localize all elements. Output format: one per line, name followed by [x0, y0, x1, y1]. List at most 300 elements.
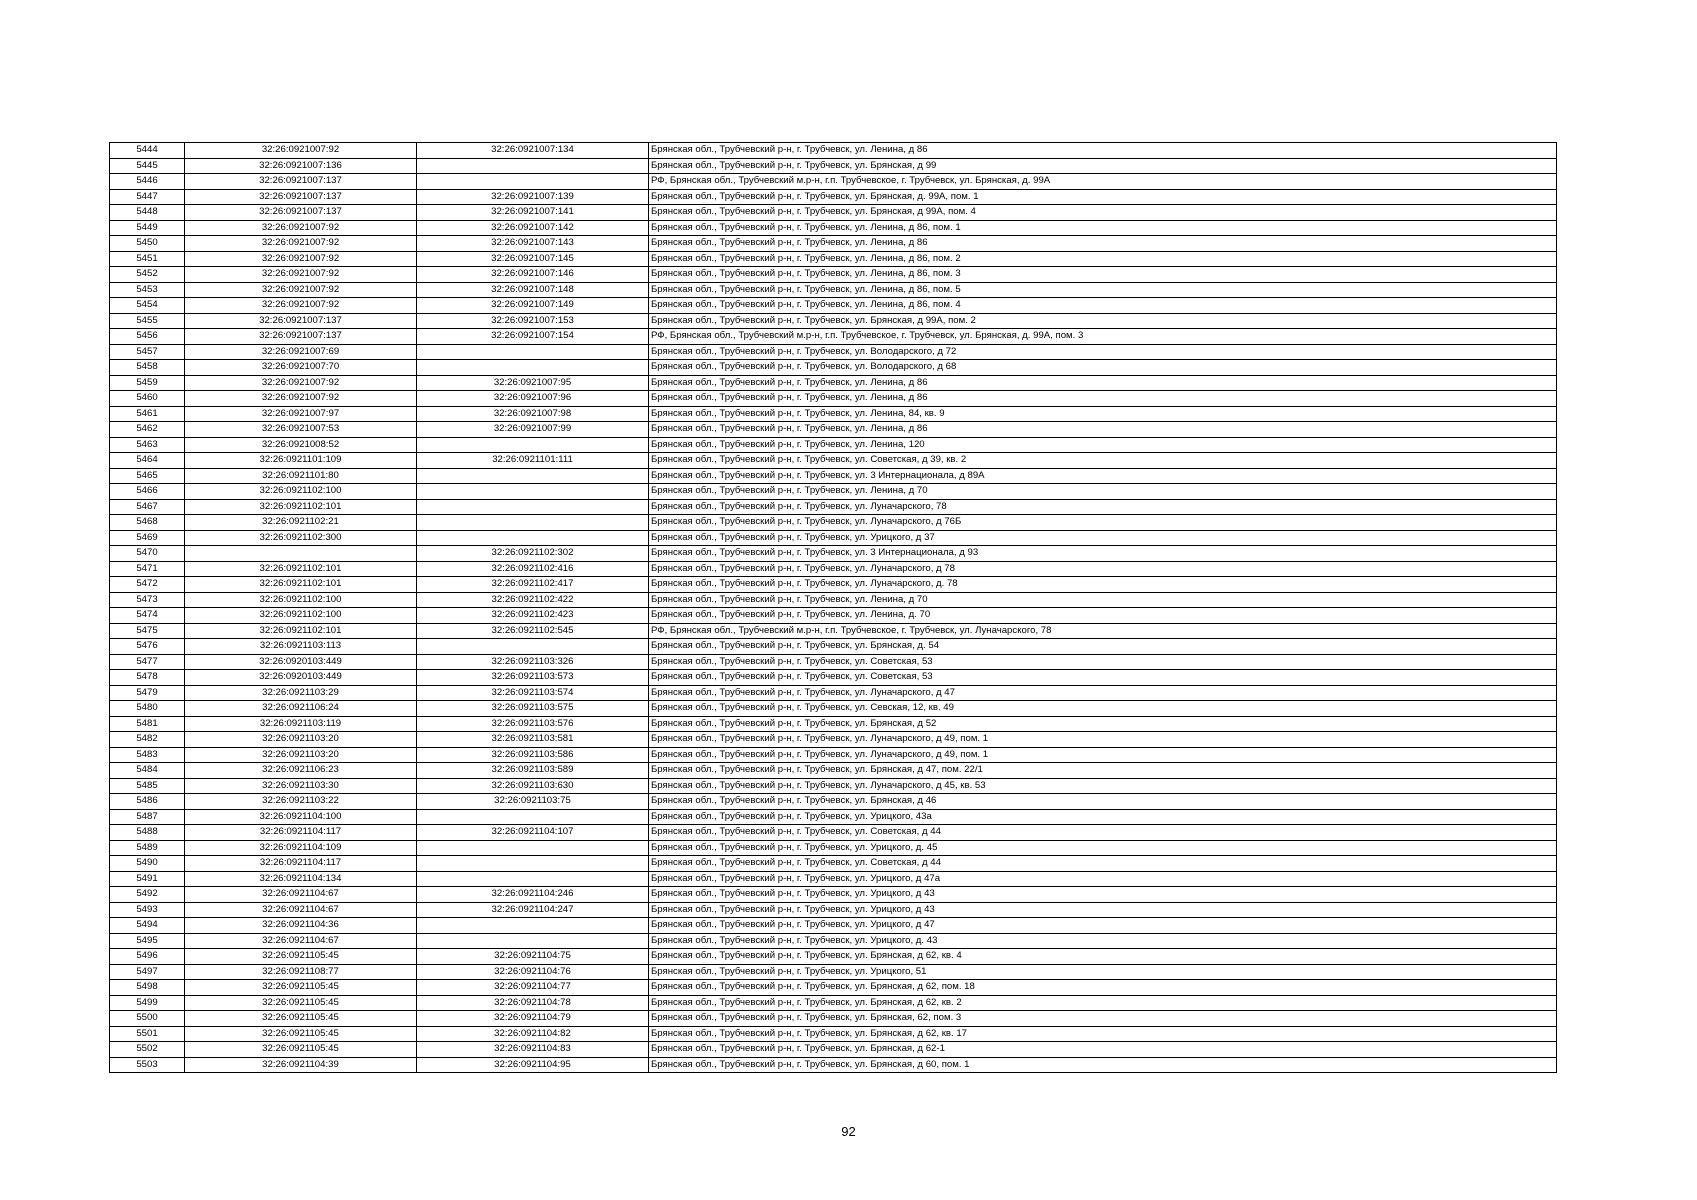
address-cell: Брянская обл., Трубчевский р-н, г. Трубчевск, ул. Ленина, д 86, пом. 5 — [649, 282, 1557, 298]
address-cell: Брянская обл., Трубчевский р-н, г. Трубчевск, ул. Ленина, д. 70 — [649, 608, 1557, 624]
address-cell: Брянская обл., Трубчевский р-н, г. Трубчевск, ул. Урицкого, д 37 — [649, 530, 1557, 546]
table-row — [110, 484, 1557, 500]
related-cadastral-number-cell — [417, 809, 649, 825]
related-cadastral-number-cell: 32:26:0921102:416 — [417, 561, 649, 577]
related-cadastral-number-cell: 32:26:0921007:148 — [417, 282, 649, 298]
cadastral-number-cell: 32:26:0921103:119 — [185, 716, 417, 732]
address-cell: Брянская обл., Трубчевский р-н, г. Трубчевск, ул. Володарского, д 68 — [649, 360, 1557, 376]
address-cell: Брянская обл., Трубчевский р-н, г. Трубчевск, ул. Урицкого, д. 45 — [649, 840, 1557, 856]
table-row — [110, 205, 1557, 221]
cadastral-number-cell: 32:26:0921102:101 — [185, 561, 417, 577]
table-row — [110, 329, 1557, 345]
row-number-cell: 5472 — [110, 577, 185, 593]
cadastral-number-cell: 32:26:0921102:300 — [185, 530, 417, 546]
table-row — [110, 499, 1557, 515]
cadastral-number-cell: 32:26:0921007:92 — [185, 375, 417, 391]
cadastral-number-cell: 32:26:0921106:23 — [185, 763, 417, 779]
cadastral-number-cell: 32:26:0921103:30 — [185, 778, 417, 794]
cadastral-number-cell: 32:26:0921102:100 — [185, 484, 417, 500]
table-row — [110, 251, 1557, 267]
row-number-cell: 5445 — [110, 158, 185, 174]
row-number-cell: 5498 — [110, 980, 185, 996]
row-number-cell: 5487 — [110, 809, 185, 825]
table-row — [110, 980, 1557, 996]
address-cell: Брянская обл., Трубчевский р-н, г. Трубчевск, ул. Ленина, д 86 — [649, 236, 1557, 252]
row-number-cell: 5500 — [110, 1011, 185, 1027]
cadastral-number-cell: 32:26:0921101:109 — [185, 453, 417, 469]
row-number-cell: 5490 — [110, 856, 185, 872]
row-number-cell: 5497 — [110, 964, 185, 980]
row-number-cell: 5485 — [110, 778, 185, 794]
table-row — [110, 949, 1557, 965]
row-number-cell: 5444 — [110, 143, 185, 159]
table-row — [110, 515, 1557, 531]
table-row — [110, 840, 1557, 856]
address-cell: Брянская обл., Трубчевский р-н, г. Трубчевск, ул. Советская, 53 — [649, 654, 1557, 670]
address-cell: РФ, Брянская обл., Трубчевский м.р-н, г.п. Трубчевское, г. Трубчевск, ул. Брянская, д. 99А — [649, 174, 1557, 190]
table-row — [110, 732, 1557, 748]
table-row — [110, 902, 1557, 918]
row-number-cell: 5475 — [110, 623, 185, 639]
related-cadastral-number-cell — [417, 871, 649, 887]
address-cell: Брянская обл., Трубчевский р-н, г. Трубчевск, ул. Брянская, д 60, пом. 1 — [649, 1057, 1557, 1073]
address-cell: Брянская обл., Трубчевский р-н, г. Трубчевск, ул. Ленина, д 86 — [649, 375, 1557, 391]
related-cadastral-number-cell: 32:26:0921102:422 — [417, 592, 649, 608]
related-cadastral-number-cell: 32:26:0921103:573 — [417, 670, 649, 686]
address-cell: Брянская обл., Трубчевский р-н, г. Трубчевск, ул. Ленина, д 86, пом. 3 — [649, 267, 1557, 283]
address-cell: Брянская обл., Трубчевский р-н, г. Трубчевск, ул. Брянская, д 99А, пом. 4 — [649, 205, 1557, 221]
cadastral-number-cell: 32:26:0921104:67 — [185, 902, 417, 918]
table-row — [110, 639, 1557, 655]
cadastral-number-cell: 32:26:0921103:20 — [185, 747, 417, 763]
address-cell: Брянская обл., Трубчевский р-н, г. Трубчевск, ул. Брянская, д. 54 — [649, 639, 1557, 655]
cadastral-number-cell: 32:26:0921104:100 — [185, 809, 417, 825]
related-cadastral-number-cell — [417, 484, 649, 500]
related-cadastral-number-cell: 32:26:0921007:98 — [417, 406, 649, 422]
table-row — [110, 608, 1557, 624]
row-number-cell: 5473 — [110, 592, 185, 608]
cadastral-number-cell: 32:26:0921105:45 — [185, 1011, 417, 1027]
address-cell: Брянская обл., Трубчевский р-н, г. Трубчевск, ул. Севская, 12, кв. 49 — [649, 701, 1557, 717]
related-cadastral-number-cell — [417, 174, 649, 190]
cadastral-number-cell: 32:26:0921007:92 — [185, 236, 417, 252]
address-cell: Брянская обл., Трубчевский р-н, г. Трубчевск, ул. Брянская, д 62-1 — [649, 1042, 1557, 1058]
row-number-cell: 5480 — [110, 701, 185, 717]
row-number-cell: 5481 — [110, 716, 185, 732]
row-number-cell: 5501 — [110, 1026, 185, 1042]
cadastral-number-cell: 32:26:0921103:20 — [185, 732, 417, 748]
row-number-cell: 5449 — [110, 220, 185, 236]
row-number-cell: 5486 — [110, 794, 185, 810]
related-cadastral-number-cell: 32:26:0921103:326 — [417, 654, 649, 670]
row-number-cell: 5457 — [110, 344, 185, 360]
row-number-cell: 5484 — [110, 763, 185, 779]
row-number-cell: 5492 — [110, 887, 185, 903]
related-cadastral-number-cell: 32:26:0921007:145 — [417, 251, 649, 267]
address-cell: Брянская обл., Трубчевский р-н, г. Трубчевск, ул. Ленина, д 86, пом. 1 — [649, 220, 1557, 236]
table-row — [110, 1042, 1557, 1058]
address-cell: Брянская обл., Трубчевский р-н, г. Трубчевск, ул. Ленина, 84, кв. 9 — [649, 406, 1557, 422]
address-cell: Брянская обл., Трубчевский р-н, г. Трубчевск, ул. Урицкого, д 47а — [649, 871, 1557, 887]
cadastral-number-cell: 32:26:0921104:117 — [185, 825, 417, 841]
cadastral-number-cell: 32:26:0921103:29 — [185, 685, 417, 701]
row-number-cell: 5458 — [110, 360, 185, 376]
registry-table-body — [110, 143, 1557, 1073]
cadastral-number-cell: 32:26:0920103:449 — [185, 654, 417, 670]
related-cadastral-number-cell: 32:26:0921102:545 — [417, 623, 649, 639]
table-row — [110, 716, 1557, 732]
related-cadastral-number-cell: 32:26:0921007:99 — [417, 422, 649, 438]
related-cadastral-number-cell: 32:26:0921104:79 — [417, 1011, 649, 1027]
address-cell: Брянская обл., Трубчевский р-н, г. Трубчевск, ул. Луначарского, 78 — [649, 499, 1557, 515]
address-cell: Брянская обл., Трубчевский р-н, г. Трубчевск, ул. Советская, д 44 — [649, 856, 1557, 872]
cadastral-number-cell: 32:26:0921007:137 — [185, 313, 417, 329]
address-cell: Брянская обл., Трубчевский р-н, г. Трубчевск, ул. Луначарского, д 78 — [649, 561, 1557, 577]
cadastral-number-cell: 32:26:0921007:137 — [185, 205, 417, 221]
related-cadastral-number-cell — [417, 933, 649, 949]
cadastral-number-cell: 32:26:0921103:22 — [185, 794, 417, 810]
row-number-cell: 5459 — [110, 375, 185, 391]
address-cell: Брянская обл., Трубчевский р-н, г. Трубчевск, ул. Урицкого, 51 — [649, 964, 1557, 980]
table-row — [110, 871, 1557, 887]
related-cadastral-number-cell: 32:26:0921007:153 — [417, 313, 649, 329]
table-row — [110, 375, 1557, 391]
table-row — [110, 174, 1557, 190]
cadastral-number-cell: 32:26:0921007:92 — [185, 282, 417, 298]
table-row — [110, 1057, 1557, 1073]
cadastral-number-cell — [185, 546, 417, 562]
row-number-cell: 5462 — [110, 422, 185, 438]
related-cadastral-number-cell: 32:26:0921103:576 — [417, 716, 649, 732]
row-number-cell: 5503 — [110, 1057, 185, 1073]
related-cadastral-number-cell: 32:26:0921104:95 — [417, 1057, 649, 1073]
table-row — [110, 778, 1557, 794]
row-number-cell: 5446 — [110, 174, 185, 190]
cadastral-number-cell: 32:26:0921102:101 — [185, 577, 417, 593]
row-number-cell: 5470 — [110, 546, 185, 562]
address-cell: Брянская обл., Трубчевский р-н, г. Трубчевск, ул. Луначарского, д 47 — [649, 685, 1557, 701]
address-cell: Брянская обл., Трубчевский р-н, г. Трубчевск, ул. Брянская, д. 99А, пом. 1 — [649, 189, 1557, 205]
related-cadastral-number-cell: 32:26:0921104:107 — [417, 825, 649, 841]
address-cell: Брянская обл., Трубчевский р-н, г. Трубчевск, ул. Брянская, д 62, кв. 2 — [649, 995, 1557, 1011]
table-row — [110, 701, 1557, 717]
row-number-cell: 5467 — [110, 499, 185, 515]
related-cadastral-number-cell — [417, 856, 649, 872]
row-number-cell: 5460 — [110, 391, 185, 407]
cadastral-number-cell: 32:26:0921104:67 — [185, 933, 417, 949]
related-cadastral-number-cell: 32:26:0921103:586 — [417, 747, 649, 763]
row-number-cell: 5489 — [110, 840, 185, 856]
row-number-cell: 5496 — [110, 949, 185, 965]
table-row — [110, 406, 1557, 422]
table-row — [110, 561, 1557, 577]
registry-table — [109, 142, 1557, 1073]
row-number-cell: 5451 — [110, 251, 185, 267]
cadastral-number-cell: 32:26:0921007:92 — [185, 391, 417, 407]
cadastral-number-cell: 32:26:0921007:92 — [185, 298, 417, 314]
address-cell: Брянская обл., Трубчевский р-н, г. Трубчевск, ул. Советская, д 44 — [649, 825, 1557, 841]
row-number-cell: 5474 — [110, 608, 185, 624]
address-cell: РФ, Брянская обл., Трубчевский м.р-н, г.п. Трубчевское, г. Трубчевск, ул. Луначарского, 78 — [649, 623, 1557, 639]
cadastral-number-cell: 32:26:0921007:136 — [185, 158, 417, 174]
table-row — [110, 685, 1557, 701]
cadastral-number-cell: 32:26:0921007:69 — [185, 344, 417, 360]
row-number-cell: 5464 — [110, 453, 185, 469]
related-cadastral-number-cell: 32:26:0921007:143 — [417, 236, 649, 252]
related-cadastral-number-cell — [417, 158, 649, 174]
address-cell: Брянская обл., Трубчевский р-н, г. Трубчевск, ул. Ленина, 120 — [649, 437, 1557, 453]
related-cadastral-number-cell — [417, 840, 649, 856]
address-cell: Брянская обл., Трубчевский р-н, г. Трубчевск, ул. Брянская, д 52 — [649, 716, 1557, 732]
table-row — [110, 670, 1557, 686]
cadastral-number-cell: 32:26:0921007:92 — [185, 267, 417, 283]
table-row — [110, 763, 1557, 779]
cadastral-number-cell: 32:26:0921106:24 — [185, 701, 417, 717]
address-cell: Брянская обл., Трубчевский р-н, г. Трубчевск, ул. Урицкого, д. 43 — [649, 933, 1557, 949]
cadastral-number-cell: 32:26:0921007:53 — [185, 422, 417, 438]
address-cell: Брянская обл., Трубчевский р-н, г. Трубчевск, ул. Ленина, д 86, пом. 4 — [649, 298, 1557, 314]
page-number: 92 — [841, 1124, 856, 1139]
table-row — [110, 825, 1557, 841]
row-number-cell: 5493 — [110, 902, 185, 918]
table-row — [110, 887, 1557, 903]
cadastral-number-cell: 32:26:0921104:109 — [185, 840, 417, 856]
cadastral-number-cell: 32:26:0921105:45 — [185, 1042, 417, 1058]
address-cell: Брянская обл., Трубчевский р-н, г. Трубчевск, ул. Ленина, д 86 — [649, 422, 1557, 438]
cadastral-number-cell: 32:26:0921007:92 — [185, 220, 417, 236]
address-cell: Брянская обл., Трубчевский р-н, г. Трубчевск, ул. Ленина, д 86, пом. 2 — [649, 251, 1557, 267]
address-cell: Брянская обл., Трубчевский р-н, г. Трубчевск, ул. Брянская, д 99А, пом. 2 — [649, 313, 1557, 329]
related-cadastral-number-cell: 32:26:0921104:247 — [417, 902, 649, 918]
cadastral-number-cell: 32:26:0921007:92 — [185, 143, 417, 159]
cadastral-number-cell: 32:26:0921007:137 — [185, 329, 417, 345]
row-number-cell: 5483 — [110, 747, 185, 763]
address-cell: Брянская обл., Трубчевский р-н, г. Трубчевск, ул. Володарского, д 72 — [649, 344, 1557, 360]
row-number-cell: 5469 — [110, 530, 185, 546]
table-row — [110, 933, 1557, 949]
cadastral-number-cell: 32:26:0921102:101 — [185, 623, 417, 639]
cadastral-number-cell: 32:26:0921102:21 — [185, 515, 417, 531]
related-cadastral-number-cell — [417, 918, 649, 934]
table-row — [110, 437, 1557, 453]
related-cadastral-number-cell: 32:26:0921007:139 — [417, 189, 649, 205]
table-row — [110, 267, 1557, 283]
related-cadastral-number-cell: 32:26:0921102:423 — [417, 608, 649, 624]
cadastral-number-cell: 32:26:0921007:70 — [185, 360, 417, 376]
address-cell: Брянская обл., Трубчевский р-н, г. Трубчевск, ул. Урицкого, д 43 — [649, 902, 1557, 918]
related-cadastral-number-cell: 32:26:0921104:75 — [417, 949, 649, 965]
cadastral-number-cell: 32:26:0921102:100 — [185, 592, 417, 608]
cadastral-number-cell: 32:26:0921007:137 — [185, 174, 417, 190]
cadastral-number-cell: 32:26:0921007:137 — [185, 189, 417, 205]
table-row — [110, 530, 1557, 546]
row-number-cell: 5454 — [110, 298, 185, 314]
cadastral-number-cell: 32:26:0921105:45 — [185, 1026, 417, 1042]
cadastral-number-cell: 32:26:0920103:449 — [185, 670, 417, 686]
table-row — [110, 468, 1557, 484]
cadastral-number-cell: 32:26:0921102:101 — [185, 499, 417, 515]
cadastral-number-cell: 32:26:0921108:77 — [185, 964, 417, 980]
cadastral-number-cell: 32:26:0921101:80 — [185, 468, 417, 484]
table-row — [110, 1026, 1557, 1042]
row-number-cell: 5482 — [110, 732, 185, 748]
row-number-cell: 5488 — [110, 825, 185, 841]
related-cadastral-number-cell: 32:26:0921104:82 — [417, 1026, 649, 1042]
related-cadastral-number-cell: 32:26:0921103:589 — [417, 763, 649, 779]
related-cadastral-number-cell: 32:26:0921101:111 — [417, 453, 649, 469]
address-cell: Брянская обл., Трубчевский р-н, г. Трубчевск, ул. Брянская, 62, пом. 3 — [649, 1011, 1557, 1027]
cadastral-number-cell: 32:26:0921104:39 — [185, 1057, 417, 1073]
table-row — [110, 918, 1557, 934]
row-number-cell: 5499 — [110, 995, 185, 1011]
cadastral-number-cell: 32:26:0921104:134 — [185, 871, 417, 887]
address-cell: Брянская обл., Трубчевский р-н, г. Трубчевск, ул. 3 Интернационала, д 93 — [649, 546, 1557, 562]
table-row — [110, 360, 1557, 376]
row-number-cell: 5466 — [110, 484, 185, 500]
cadastral-number-cell: 32:26:0921105:45 — [185, 980, 417, 996]
table-row — [110, 143, 1557, 159]
related-cadastral-number-cell: 32:26:0921102:417 — [417, 577, 649, 593]
table-row — [110, 995, 1557, 1011]
cadastral-number-cell: 32:26:0921104:67 — [185, 887, 417, 903]
row-number-cell: 5456 — [110, 329, 185, 345]
table-row — [110, 809, 1557, 825]
related-cadastral-number-cell: 32:26:0921007:141 — [417, 205, 649, 221]
table-row — [110, 1011, 1557, 1027]
cadastral-number-cell: 32:26:0921007:92 — [185, 251, 417, 267]
related-cadastral-number-cell: 32:26:0921103:75 — [417, 794, 649, 810]
related-cadastral-number-cell — [417, 468, 649, 484]
row-number-cell: 5491 — [110, 871, 185, 887]
row-number-cell: 5476 — [110, 639, 185, 655]
row-number-cell: 5495 — [110, 933, 185, 949]
address-cell: Брянская обл., Трубчевский р-н, г. Трубчевск, ул. Ленина, д 70 — [649, 592, 1557, 608]
cadastral-number-cell: 32:26:0921104:117 — [185, 856, 417, 872]
cadastral-number-cell: 32:26:0921103:113 — [185, 639, 417, 655]
address-cell: Брянская обл., Трубчевский р-н, г. Трубчевск, ул. Брянская, д 99 — [649, 158, 1557, 174]
related-cadastral-number-cell: 32:26:0921007:142 — [417, 220, 649, 236]
row-number-cell: 5494 — [110, 918, 185, 934]
related-cadastral-number-cell — [417, 499, 649, 515]
address-cell: Брянская обл., Трубчевский р-н, г. Трубчевск, ул. 3 Интернационала, д 89А — [649, 468, 1557, 484]
related-cadastral-number-cell: 32:26:0921007:146 — [417, 267, 649, 283]
related-cadastral-number-cell: 32:26:0921104:76 — [417, 964, 649, 980]
table-row — [110, 282, 1557, 298]
address-cell: Брянская обл., Трубчевский р-н, г. Трубчевск, ул. Урицкого, д 43 — [649, 887, 1557, 903]
row-number-cell: 5463 — [110, 437, 185, 453]
cadastral-number-cell: 32:26:0921008:52 — [185, 437, 417, 453]
address-cell: Брянская обл., Трубчевский р-н, г. Трубчевск, ул. Луначарского, д. 78 — [649, 577, 1557, 593]
table-row — [110, 623, 1557, 639]
row-number-cell: 5479 — [110, 685, 185, 701]
related-cadastral-number-cell — [417, 515, 649, 531]
address-cell: Брянская обл., Трубчевский р-н, г. Трубчевск, ул. Советская, д 39, кв. 2 — [649, 453, 1557, 469]
related-cadastral-number-cell: 32:26:0921103:575 — [417, 701, 649, 717]
table-row — [110, 794, 1557, 810]
address-cell: Брянская обл., Трубчевский р-н, г. Трубчевск, ул. Луначарского, д 49, пом. 1 — [649, 732, 1557, 748]
address-cell: Брянская обл., Трубчевский р-н, г. Трубчевск, ул. Брянская, д 47, пом. 22/1 — [649, 763, 1557, 779]
table-row — [110, 220, 1557, 236]
row-number-cell: 5461 — [110, 406, 185, 422]
related-cadastral-number-cell: 32:26:0921102:302 — [417, 546, 649, 562]
row-number-cell: 5477 — [110, 654, 185, 670]
address-cell: Брянская обл., Трубчевский р-н, г. Трубчевск, ул. Ленина, д 86 — [649, 391, 1557, 407]
row-number-cell: 5471 — [110, 561, 185, 577]
related-cadastral-number-cell: 32:26:0921104:83 — [417, 1042, 649, 1058]
related-cadastral-number-cell: 32:26:0921007:95 — [417, 375, 649, 391]
table-row — [110, 158, 1557, 174]
address-cell: Брянская обл., Трубчевский р-н, г. Трубчевск, ул. Ленина, д 86 — [649, 143, 1557, 159]
table-row — [110, 546, 1557, 562]
related-cadastral-number-cell: 32:26:0921007:134 — [417, 143, 649, 159]
address-cell: Брянская обл., Трубчевский р-н, г. Трубчевск, ул. Брянская, д 62, пом. 18 — [649, 980, 1557, 996]
related-cadastral-number-cell: 32:26:0921103:630 — [417, 778, 649, 794]
table-row — [110, 747, 1557, 763]
address-cell: Брянская обл., Трубчевский р-н, г. Трубчевск, ул. Урицкого, д 47 — [649, 918, 1557, 934]
related-cadastral-number-cell: 32:26:0921007:149 — [417, 298, 649, 314]
address-cell: Брянская обл., Трубчевский р-н, г. Трубчевск, ул. Ленина, д 70 — [649, 484, 1557, 500]
address-cell: Брянская обл., Трубчевский р-н, г. Трубчевск, ул. Луначарского, д 49, пом. 1 — [649, 747, 1557, 763]
address-cell: Брянская обл., Трубчевский р-н, г. Трубчевск, ул. Луначарского, д 45, кв. 53 — [649, 778, 1557, 794]
address-cell: Брянская обл., Трубчевский р-н, г. Трубчевск, ул. Урицкого, 43а — [649, 809, 1557, 825]
table-row — [110, 577, 1557, 593]
table-row — [110, 964, 1557, 980]
table-row — [110, 391, 1557, 407]
cadastral-number-cell: 32:26:0921007:97 — [185, 406, 417, 422]
address-cell: Брянская обл., Трубчевский р-н, г. Трубчевск, ул. Брянская, д 62, кв. 4 — [649, 949, 1557, 965]
related-cadastral-number-cell: 32:26:0921103:574 — [417, 685, 649, 701]
cadastral-number-cell: 32:26:0921102:100 — [185, 608, 417, 624]
row-number-cell: 5468 — [110, 515, 185, 531]
address-cell: Брянская обл., Трубчевский р-н, г. Трубчевск, ул. Брянская, д 46 — [649, 794, 1557, 810]
table-row — [110, 654, 1557, 670]
related-cadastral-number-cell — [417, 344, 649, 360]
related-cadastral-number-cell: 32:26:0921104:246 — [417, 887, 649, 903]
address-cell: РФ, Брянская обл., Трубчевский м.р-н, г.п. Трубчевское, г. Трубчевск, ул. Брянская, д. 99А, пом. 3 — [649, 329, 1557, 345]
row-number-cell: 5447 — [110, 189, 185, 205]
cadastral-number-cell: 32:26:0921105:45 — [185, 995, 417, 1011]
related-cadastral-number-cell: 32:26:0921007:96 — [417, 391, 649, 407]
related-cadastral-number-cell — [417, 639, 649, 655]
address-cell: Брянская обл., Трубчевский р-н, г. Трубчевск, ул. Брянская, д 62, кв. 17 — [649, 1026, 1557, 1042]
row-number-cell: 5455 — [110, 313, 185, 329]
table-row — [110, 422, 1557, 438]
cadastral-number-cell: 32:26:0921104:36 — [185, 918, 417, 934]
related-cadastral-number-cell — [417, 437, 649, 453]
row-number-cell: 5478 — [110, 670, 185, 686]
table-row — [110, 344, 1557, 360]
table-row — [110, 592, 1557, 608]
related-cadastral-number-cell: 32:26:0921104:77 — [417, 980, 649, 996]
row-number-cell: 5453 — [110, 282, 185, 298]
address-cell: Брянская обл., Трубчевский р-н, г. Трубчевск, ул. Советская, 53 — [649, 670, 1557, 686]
row-number-cell: 5465 — [110, 468, 185, 484]
related-cadastral-number-cell: 32:26:0921103:581 — [417, 732, 649, 748]
cadastral-number-cell: 32:26:0921105:45 — [185, 949, 417, 965]
row-number-cell: 5448 — [110, 205, 185, 221]
table-row — [110, 189, 1557, 205]
table-row — [110, 453, 1557, 469]
table-row — [110, 298, 1557, 314]
related-cadastral-number-cell — [417, 360, 649, 376]
related-cadastral-number-cell: 32:26:0921104:78 — [417, 995, 649, 1011]
table-row — [110, 856, 1557, 872]
row-number-cell: 5452 — [110, 267, 185, 283]
address-cell: Брянская обл., Трубчевский р-н, г. Трубчевск, ул. Луначарского, д 76Б — [649, 515, 1557, 531]
table-row — [110, 313, 1557, 329]
row-number-cell: 5450 — [110, 236, 185, 252]
row-number-cell: 5502 — [110, 1042, 185, 1058]
